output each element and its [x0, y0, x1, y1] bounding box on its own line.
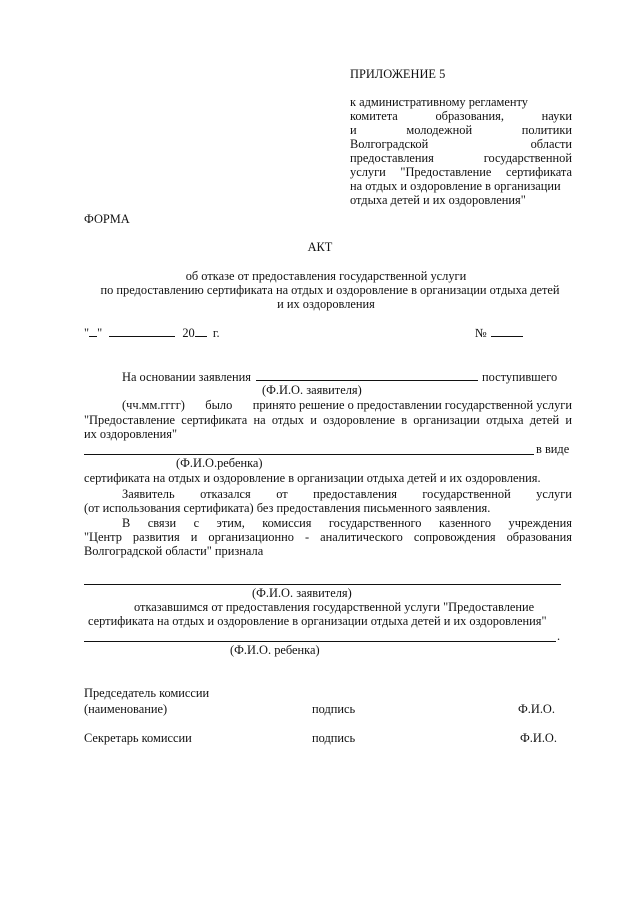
refusal-line-2: (от использования сертификата) без предоставления письменного заявления. — [84, 501, 491, 515]
decision-line-1: (чч.мм.гггг) было принято решение о предоставлении государственной услуги — [122, 398, 572, 412]
appendix-line-3: и молодежной политики — [350, 123, 572, 137]
appendix-line-6: услуги "Предоставление сертификата — [350, 165, 572, 179]
applicant-caption: (Ф.И.О. заявителя) — [262, 383, 362, 397]
decision-line-3: их оздоровления" — [84, 427, 178, 441]
in-form-label: в виде — [536, 442, 570, 456]
chairman-signature: подпись — [312, 702, 356, 716]
act-title: АКТ — [307, 240, 333, 254]
act-subtitle-3: и их оздоровления — [277, 297, 375, 311]
secretary-fio: Ф.И.О. — [520, 731, 557, 745]
applicant-name-blank — [256, 369, 478, 381]
chairman-note: (наименование) — [84, 702, 168, 716]
form-label: ФОРМА — [84, 212, 130, 226]
child-name-line — [84, 454, 534, 455]
commission-line-3: Волгоградской области" признала — [84, 544, 264, 558]
year-blank — [195, 325, 207, 337]
secretary-signature: подпись — [312, 731, 356, 745]
appendix-line-7: на отдых и оздоровление в организации — [350, 179, 561, 193]
number-blank — [491, 325, 523, 337]
appendix-line-4: Волгоградской области — [350, 137, 572, 151]
applicant-name-line — [84, 584, 561, 585]
certificate-line: сертификата на отдых и оздоровление в организации отдыха детей и их оздоровления. — [84, 471, 541, 485]
commission-line-2: "Центр развития и организационно - аналитического сопровождения образования — [84, 530, 572, 544]
chairman-fio: Ф.И.О. — [518, 702, 555, 716]
applicant-caption-2: (Ф.И.О. заявителя) — [252, 586, 352, 600]
refusal-line-1: Заявитель отказался от предоставления государственной услуги — [122, 487, 572, 501]
appendix-line-1: к административному регламенту — [350, 95, 528, 109]
chairman-label: Председатель комиссии — [84, 686, 210, 700]
month-blank — [109, 325, 175, 337]
child-caption-2: (Ф.И.О. ребенка) — [230, 643, 320, 657]
day-blank — [89, 325, 97, 337]
decision-line-2: "Предоставление сертификата на отдых и оздоровление в организации отдыха детей и — [84, 413, 572, 427]
act-subtitle-1: об отказе от предоставления государственной услуги — [185, 269, 467, 283]
act-number: № — [475, 325, 523, 340]
basis-of-application: На основании заявления поступившего — [122, 370, 558, 384]
secretary-label: Секретарь комиссии — [84, 731, 192, 745]
period-mark: . — [557, 629, 561, 643]
refused-line-1: отказавшимся от предоставления государственной услуги "Предоставление — [134, 600, 535, 614]
commission-line-1: В связи с этим, комиссия государственного казенного учреждения — [122, 516, 572, 530]
act-subtitle-2: по предоставлению сертификата на отдых и оздоровление в организации отдыха детей — [100, 283, 560, 297]
date-line: " " 20 г. — [84, 326, 220, 340]
appendix-line-8: отдыха детей и их оздоровления" — [350, 193, 526, 207]
appendix-title: ПРИЛОЖЕНИЕ 5 — [350, 67, 446, 81]
appendix-line-2: комитета образования, науки — [350, 109, 572, 123]
refused-line-2: сертификата на отдых и оздоровление в организации отдыха детей и их оздоровления" — [88, 614, 547, 628]
child-caption: (Ф.И.О.ребенка) — [176, 456, 263, 470]
child-name-line-2 — [84, 641, 556, 642]
appendix-line-5: предоставления государственной — [350, 151, 572, 165]
